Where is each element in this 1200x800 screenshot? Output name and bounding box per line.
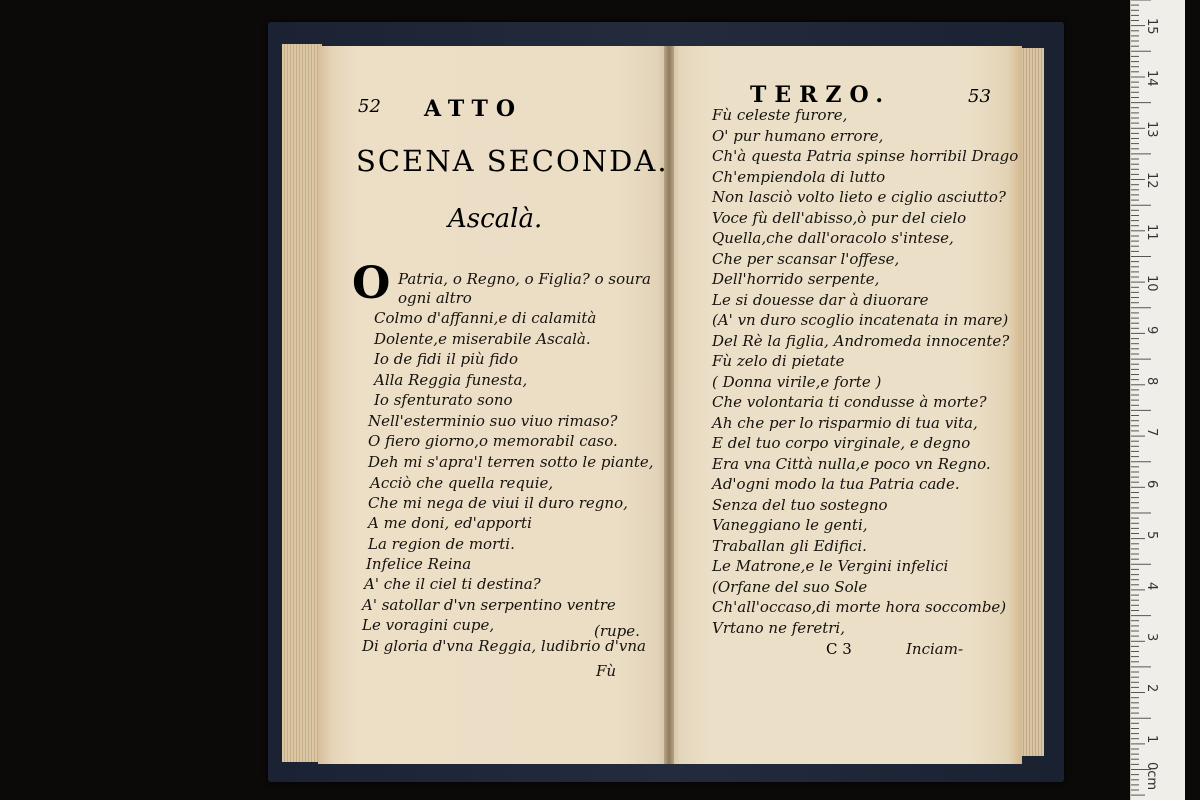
right-line: Traballan gli Edifici. — [712, 537, 867, 555]
left-line: Io sfenturato sono — [374, 391, 513, 409]
left-line: Colmo d'affanni,e di calamità — [374, 309, 597, 327]
right-line: Ch'empiendola di lutto — [712, 168, 886, 186]
left-line: Che mi nega de viui il duro regno, — [368, 494, 628, 512]
right-line: Ad'ogni modo la tua Patria cade. — [712, 475, 960, 493]
right-line: (A' vn duro scoglio incatenata in mare) — [712, 311, 1009, 329]
right-line: Senza del tuo sostegno — [712, 496, 888, 514]
left-line: Infelice Reina — [366, 555, 472, 573]
right-line: Le Matrone,e le Vergini infelici — [712, 557, 949, 575]
right-line: Non lasciò volto lieto e ciglio asciutto? — [712, 188, 1006, 206]
right-catchword: Inciam- — [906, 640, 964, 658]
right-line: Che per scansar l'offese, — [712, 250, 900, 268]
drop-cap: O — [352, 258, 391, 309]
ruler-number: 4 — [1144, 582, 1159, 591]
left-line: Le voragini cupe, — [362, 616, 495, 634]
ruler-number: 0cm — [1144, 762, 1159, 791]
left-line: A' che il ciel ti destina? — [364, 575, 541, 593]
ruler-number: 8 — [1144, 377, 1159, 386]
ruler-number: 15 — [1144, 18, 1159, 35]
left-line: Dolente,e miserabile Ascalà. — [374, 330, 591, 348]
left-line: A' satollar d'vn serpentino ventre — [362, 596, 616, 614]
left-line: Alla Reggia funesta, — [374, 371, 528, 389]
left-line: O fiero giorno,o memorabil caso. — [368, 432, 618, 450]
measurement-ruler — [1130, 0, 1185, 800]
right-line: O' pur humano errore, — [712, 127, 884, 145]
right-line: E del tuo corpo virginale, e degno — [712, 434, 971, 452]
ruler-number: 7 — [1144, 428, 1159, 437]
right-line: Vaneggiano le genti, — [712, 516, 868, 534]
ruler-number: 10 — [1144, 275, 1159, 292]
ruler-number: 13 — [1144, 121, 1159, 138]
right-line: Ah che per lo risparmio di tua vita, — [712, 414, 978, 432]
right-line: Dell'horrido serpente, — [712, 270, 880, 288]
ruler-number: 14 — [1144, 70, 1159, 87]
left-line: Nell'esterminio suo viuo rimaso? — [368, 412, 618, 430]
right-line: Fù zelo di pietate — [712, 352, 845, 370]
ruler-number: 1 — [1144, 735, 1159, 744]
right-page-number: 53 — [968, 86, 991, 107]
right-line: Ch'all'occaso,di morte hora soccombe) — [712, 598, 1007, 616]
left-line: (rupe. — [594, 622, 640, 640]
left-running-head: ATTO — [424, 96, 523, 122]
left-line: Io de fidi il più fido — [374, 350, 518, 368]
ruler-number: 9 — [1144, 326, 1159, 335]
left-line: A me doni, ed'apporti — [368, 514, 532, 532]
right-line: Era vna Città nulla,e poco vn Regno. — [712, 455, 991, 473]
page-edges-left — [282, 44, 322, 762]
ruler-number: 2 — [1144, 684, 1159, 693]
right-line: Quella,che dall'oracolo s'intese, — [712, 229, 954, 247]
right-line: Vrtano ne feretri, — [712, 619, 845, 637]
speaker-name: Ascalà. — [448, 204, 543, 234]
left-line: Acciò che quella requie, — [370, 474, 554, 492]
right-line: Le si douesse dar à diuorare — [712, 291, 929, 309]
left-line: La region de morti. — [368, 535, 515, 553]
left-line: Patria, o Regno, o Figlia? o soura — [398, 270, 651, 288]
right-line: Del Rè la figlia, Andromeda innocente? — [712, 332, 1010, 350]
right-line: Fù celeste furore, — [712, 106, 848, 124]
left-line: Deh mi s'apra'l terren sotto le piante, — [368, 453, 654, 471]
ruler-ticks — [1131, 0, 1185, 800]
ruler-number: 11 — [1144, 224, 1159, 241]
right-running-head: TERZO. — [750, 82, 892, 108]
left-page-number: 52 — [358, 96, 381, 117]
ruler-number: 5 — [1144, 531, 1159, 540]
left-line: ogni altro — [398, 289, 472, 307]
right-line: ( Donna virile,e forte ) — [712, 373, 882, 391]
right-line: Voce fù dell'abisso,ò pur del cielo — [712, 209, 967, 227]
ruler-number: 6 — [1144, 480, 1159, 489]
scene-title: SCENA SECONDA. — [356, 144, 669, 178]
left-line: Di gloria d'vna Reggia, ludibrio d'vna — [362, 637, 646, 655]
left-catchword: Fù — [596, 662, 617, 680]
right-line: Ch'à questa Patria spinse horribil Drago — [712, 147, 1019, 165]
right-line: (Orfane del suo Sole — [712, 578, 868, 596]
signature-mark: C 3 — [826, 640, 852, 658]
right-line: Che volontaria ti condusse à morte? — [712, 393, 987, 411]
ruler-number: 3 — [1144, 633, 1159, 642]
ruler-number: 12 — [1144, 172, 1159, 189]
